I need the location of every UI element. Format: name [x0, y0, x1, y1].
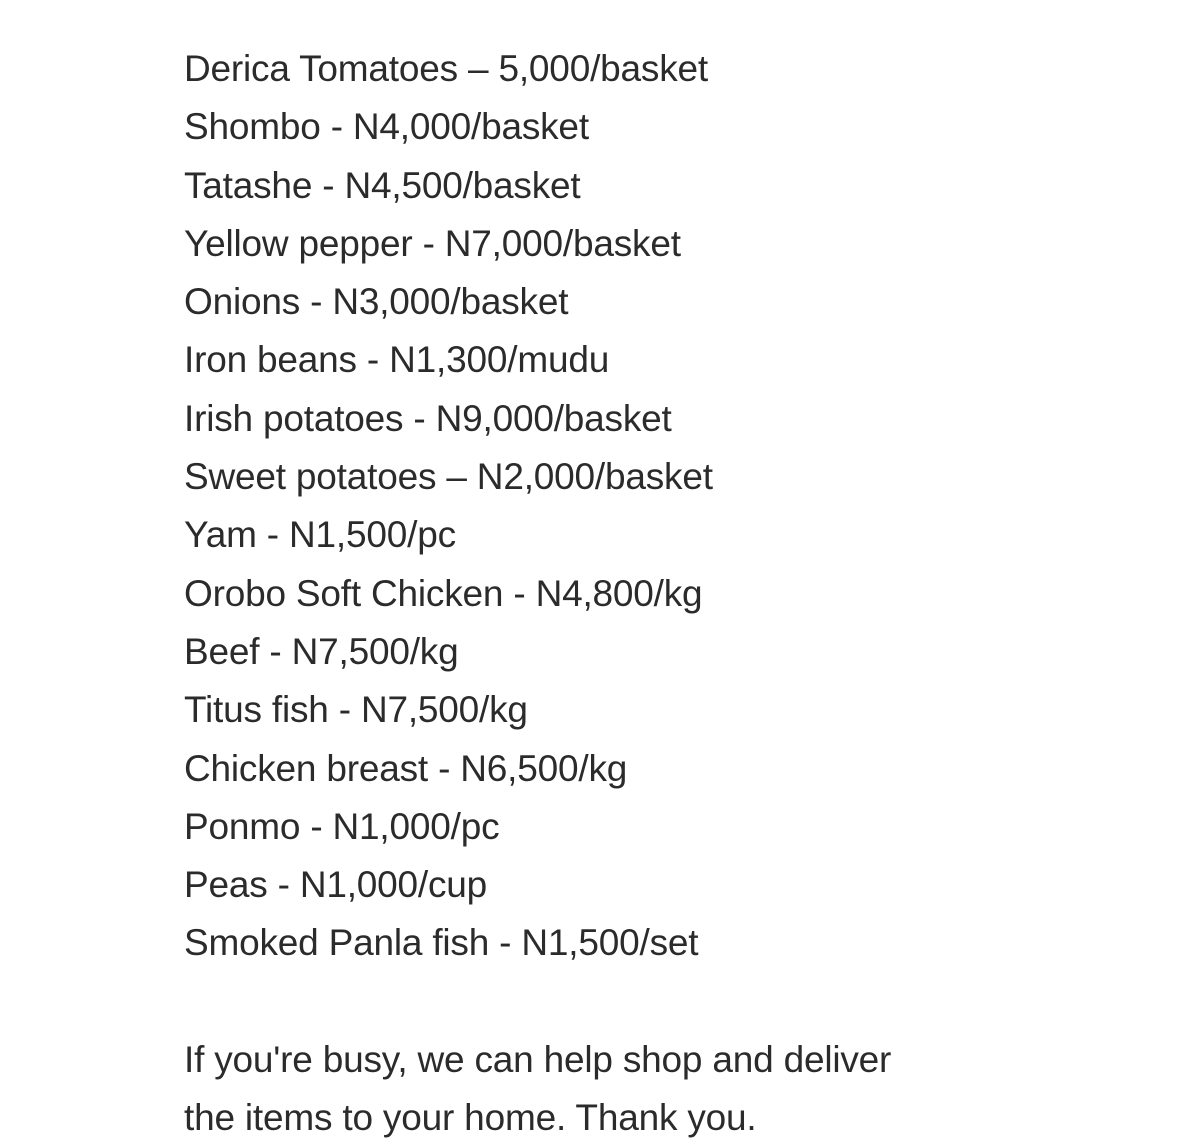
price-list-item: Beef - N7,500/kg [184, 630, 459, 672]
price-list [184, 40, 1200, 973]
price-list-item: Titus fish - N7,500/kg [184, 689, 528, 731]
price-list-item: Irish potatoes - N9,000/basket [184, 397, 672, 439]
price-list-item: Onions - N3,000/basket [184, 281, 569, 323]
price-list-item: Peas - N1,000/cup [184, 864, 488, 906]
price-list-item: Smoked Panla fish - N1,500/set [184, 922, 699, 964]
price-list-item: Derica Tomatoes – 5,000/basket [184, 48, 708, 89]
price-list-item: Chicken breast - N6,500/kg [184, 747, 628, 789]
closing-note-line: the items to your home. Thank you. [184, 1097, 757, 1139]
price-list-item: Shombo - N4,000/basket [184, 106, 589, 148]
price-list-item: Yellow pepper - N7,000/basket [184, 222, 681, 264]
price-list-item: Orobo Soft Chicken - N4,800/kg [184, 572, 703, 614]
price-list-item: Sweet potatoes – N2,000/basket [184, 456, 713, 498]
closing-note-line: If you're busy, we can help shop and deliver [184, 1039, 892, 1081]
closing-note [184, 1031, 964, 1148]
paragraph-spacer [184, 973, 1200, 1031]
price-list-item: Iron beans - N1,300/mudu [184, 339, 610, 381]
price-list-item: Ponmo - N1,000/pc [184, 805, 500, 847]
price-list-item: Yam - N1,500/pc [184, 514, 456, 556]
price-list-item: Tatashe - N4,500/basket [184, 164, 581, 206]
